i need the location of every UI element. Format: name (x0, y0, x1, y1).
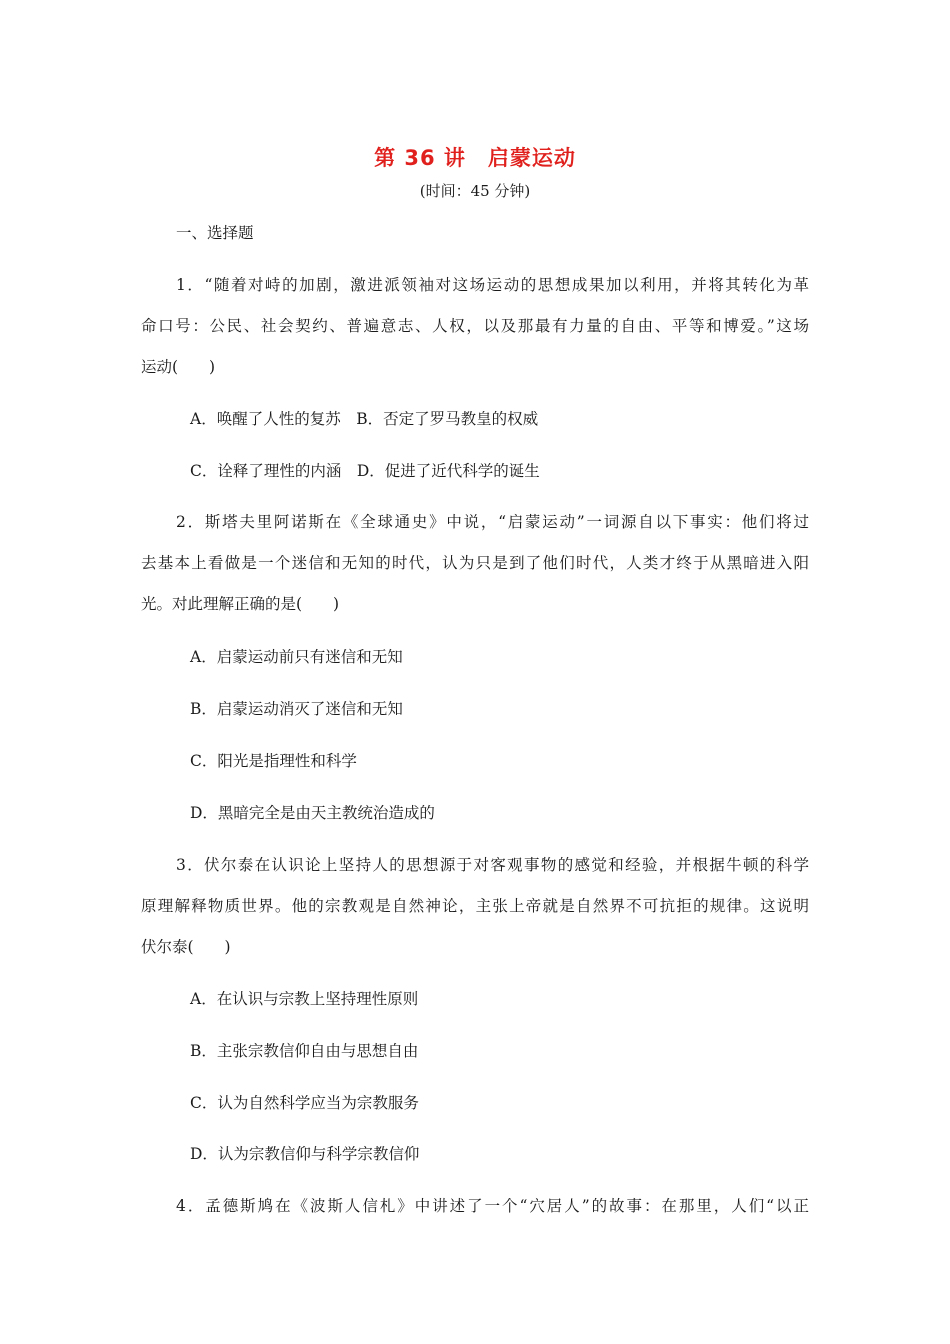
answer-option: A．在认识与宗教上坚持理性原则 (190, 990, 419, 1008)
question-text-line: 2．斯塔夫里阿诺斯在《全球通史》中说，“启蒙运动”一词源自以下事实：他们将过 (176, 513, 809, 531)
page-title: 第 36 讲 启蒙运动 (374, 146, 576, 170)
answer-option: C．阳光是指理性和科学 (190, 752, 357, 770)
answer-option: D．认为宗教信仰与科学宗教信仰 (190, 1145, 420, 1163)
answer-option: C．认为自然科学应当为宗教服务 (190, 1094, 419, 1112)
time-limit: (时间：45 分钟) (419, 182, 531, 200)
question-text-line: 1．“随着对峙的加剧，激进派领袖对这场运动的思想成果加以利用，并将其转化为革 (176, 276, 809, 294)
question-text-line: 命口号：公民、社会契约、普遍意志、人权，以及那最有力量的自由、平等和博爱。”这场 (141, 317, 809, 335)
answer-option: B．主张宗教信仰自由与思想自由 (190, 1042, 419, 1060)
question-text-line: 原理解释物质世界。他的宗教观是自然神论，主张上帝就是自然界不可抗拒的规律。这说明 (141, 897, 809, 915)
question-text-line: 4．孟德斯鸠在《波斯人信札》中讲述了一个“穴居人”的故事：在那里，人们“以正 (176, 1197, 809, 1215)
question-text-line: 伏尔泰( ) (141, 938, 231, 956)
question-text-line: 去基本上看做是一个迷信和无知的时代，认为只是到了他们时代，人类才终于从黑暗进入阳 (141, 554, 809, 572)
answer-option: D．黑暗完全是由天主教统治造成的 (190, 804, 435, 822)
answer-option: A．唤醒了人性的复苏 B．否定了罗马教皇的权威 (190, 410, 539, 428)
question-text-line: 3．伏尔泰在认识论上坚持人的思想源于对客观事物的感觉和经验，并根据牛顿的科学 (176, 856, 809, 874)
question-text-line: 运动( ) (141, 358, 216, 376)
answer-option: A．启蒙运动前只有迷信和无知 (190, 648, 403, 666)
question-text-line: 光。对此理解正确的是( ) (141, 595, 340, 613)
answer-option: B．启蒙运动消灭了迷信和无知 (190, 700, 403, 718)
answer-option: C．诠释了理性的内涵 D．促进了近代科学的诞生 (190, 462, 540, 480)
section-heading: 一、选择题 (176, 224, 254, 242)
